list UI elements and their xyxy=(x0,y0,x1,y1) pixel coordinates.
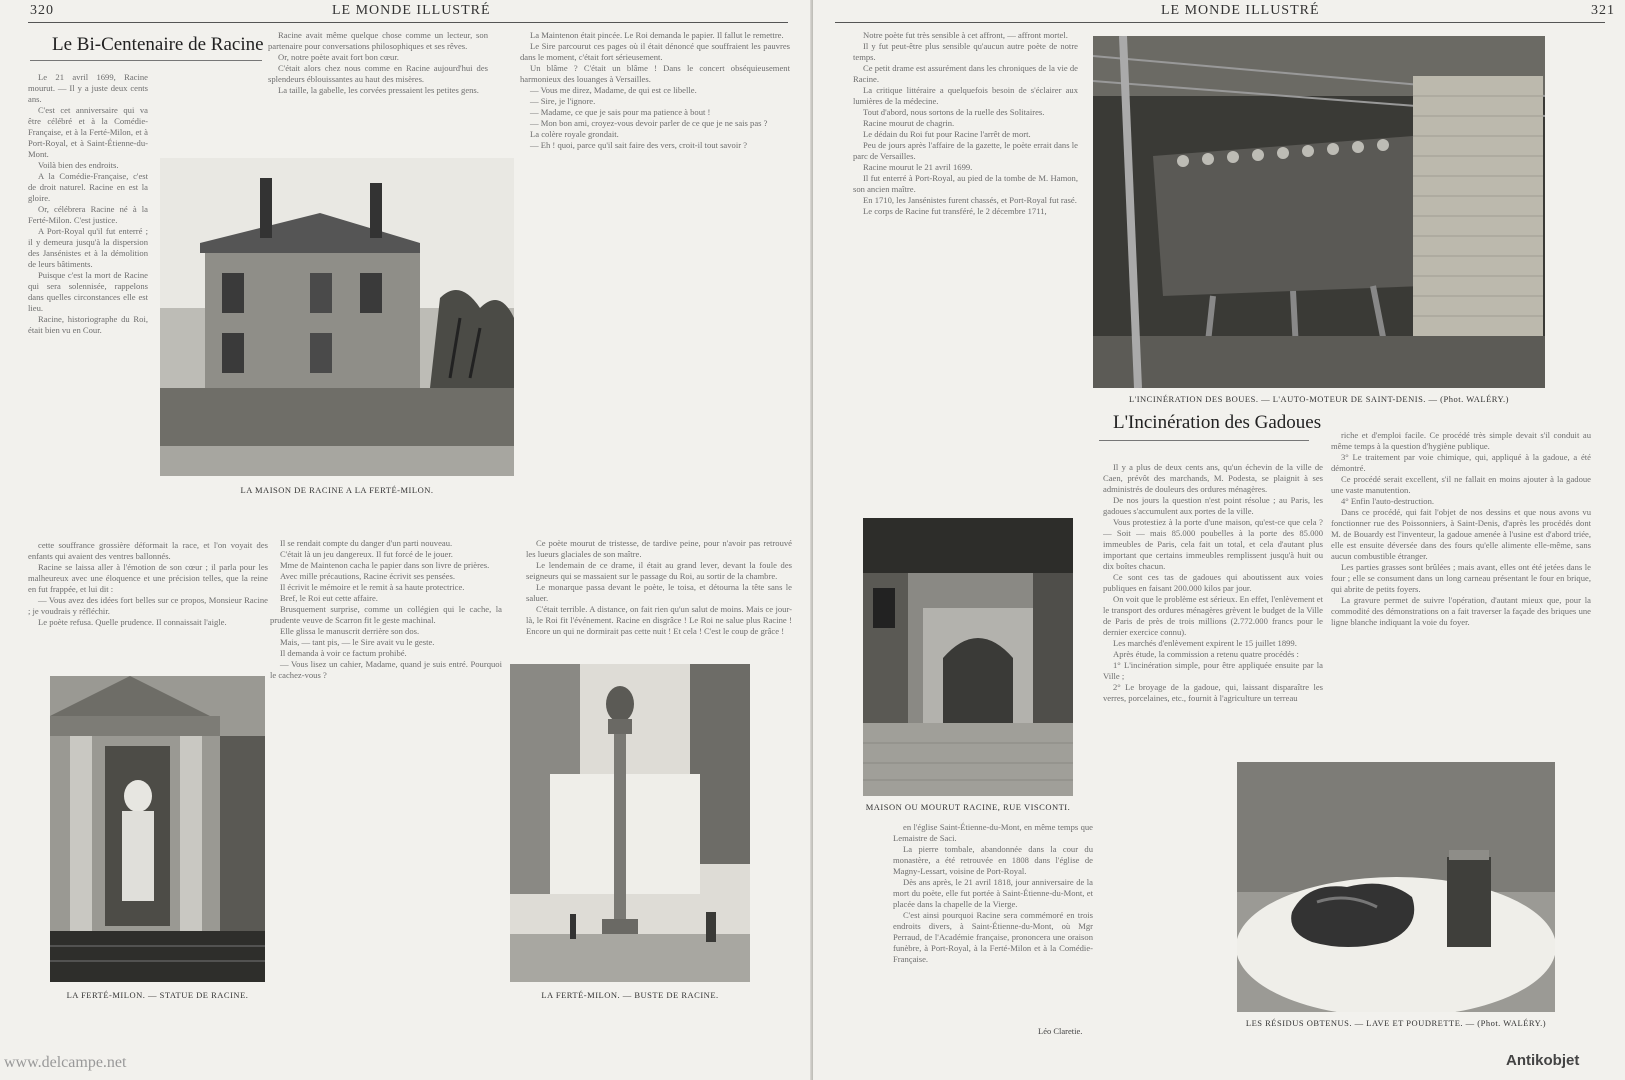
article-paragraph: Notre poète fut très sensible à cet affront, — affront mortel. xyxy=(863,30,1068,40)
article-paragraph: Ce poète mourut de tristesse, de tardive peine, pour n'avoir pas retrouvé les lueurs glaciales de son maître. xyxy=(526,538,792,559)
article-paragraph: 4° Enfin l'auto-destruction. xyxy=(1341,496,1435,506)
article-paragraph: Ce petit drame est assurément dans les chroniques de la vie de Racine. xyxy=(853,63,1078,84)
article-paragraph: Dès ans après, le 21 avril 1818, jour anniversaire de la mort du poète, elle fut portée à Saint-Étienne-du-Mont, et placée dans la chapelle de la Vierge. xyxy=(893,877,1093,909)
article-paragraph: De nos jours la question n'est point résolue ; au Paris, les gadoues s'accumulent aux portes de la ville. xyxy=(1103,495,1323,516)
text-column-left-3 xyxy=(520,30,790,500)
text-column-left-2 xyxy=(268,30,488,152)
masthead-left: LE MONDE ILLUSTRÉ xyxy=(332,3,491,18)
caption-racine-bust: LA FERTÉ-MILON. — BUSTE DE RACINE. xyxy=(541,990,719,1000)
article-paragraph: Brusquement surprise, comme un collégien qui le cache, la prudente veuve de Scarron fit le geste machinal. xyxy=(270,604,502,625)
article-title-racine: Le Bi-Centenaire de Racine xyxy=(52,34,264,55)
article-paragraph: Le lendemain de ce drame, il était au grand lever, devant la foule des seigneurs qui se massaient sur le passage du Roi, au sortir de la chambre. xyxy=(526,560,792,581)
article-paragraph: — Vous me direz, Madame, de qui est ce libelle. xyxy=(530,85,697,95)
article-paragraph: La Maintenon était pincée. Le Roi demanda le papier. Il fallut le remettre. xyxy=(530,30,784,40)
photo-racine-statue xyxy=(50,676,265,982)
left-page xyxy=(0,0,812,1080)
caption-residues: LES RÉSIDUS OBTENUS. — LAVE ET POUDRETTE. — (Phot. WALÉRY.) xyxy=(1245,1018,1547,1028)
caption-racine-statue: LA FERTÉ-MILON. — STATUE DE RACINE. xyxy=(66,990,249,1000)
article-paragraph: cette souffrance grossière déformait la race, et l'on voyait des enfants qui avaient des ventres ballonnés. xyxy=(28,540,268,561)
article-paragraph: 1° L'incinération simple, pour être appliquée ensuite par la Ville ; xyxy=(1103,660,1323,681)
article-paragraph: Bref, le Roi eut cette affaire. xyxy=(280,593,378,603)
article-paragraph: — Sire, je l'ignore. xyxy=(530,96,596,106)
article-paragraph: — Vous avez des idées fort belles sur ce propos, Monsieur Racine ; je voudrais y réfléchir. xyxy=(28,595,268,616)
article-paragraph: Un blâme ? C'était un blâme ! Dans le concert obséquieusement harmonieux des louanges à Versailles. xyxy=(520,63,790,84)
article-title-gadoues: L'Incinération des Gadoues xyxy=(1113,412,1322,433)
right-page xyxy=(813,0,1625,1080)
page-number-right: 321 xyxy=(1591,3,1615,18)
header-rule-right xyxy=(835,22,1605,23)
text-column-right-4 xyxy=(1331,430,1591,760)
title-rule-right xyxy=(1099,440,1309,441)
article-paragraph: La gravure permet de suivre l'opération, d'autant mieux que, pour la commodité des démonstrations on a fait traverser la façade des briques une ligne blanche indiquant la voie du foyer. xyxy=(1331,595,1591,627)
text-column-right-2 xyxy=(893,822,1093,1032)
article-paragraph: Il écrivit le mémoire et le remit à sa haute protectrice. xyxy=(280,582,465,592)
article-paragraph: Le corps de Racine fut transféré, le 2 décembre 1711, xyxy=(863,206,1047,216)
article-paragraph: Les parties grasses sont brûlées ; mais avant, elles ont été jetées dans le four ; elle se consument dans un long carneau présentant le four en brique, qui abrite de petits foyers. xyxy=(1331,562,1591,594)
article-paragraph: La colère royale grondait. xyxy=(530,129,619,139)
text-column-right-1 xyxy=(853,30,1078,495)
article-paragraph: Mais, — tant pis, — le Sire avait vu le geste. xyxy=(280,637,435,647)
article-paragraph: Or, notre poète avait fort bon cœur. xyxy=(278,52,399,62)
article-paragraph: Le Sire parcourut ces pages où il était dénoncé que souffraient les pauvres dans le moment, c'était fort sérieusement. xyxy=(520,41,790,62)
article-paragraph: Le dédain du Roi fut pour Racine l'arrêt de mort. xyxy=(863,129,1031,139)
photo-racine-house xyxy=(160,158,514,476)
photo-residues xyxy=(1237,762,1555,1012)
article-paragraph: Mme de Maintenon cacha le papier dans son livre de prières. xyxy=(280,560,490,570)
article-paragraph: riche et d'emploi facile. Ce procédé très simple devait s'il conduit au même temps à la question d'hygiène publique. xyxy=(1331,430,1591,451)
article-paragraph: La pierre tombale, abandonnée dans la cour du monastère, a été retrouvée en 1808 dans l'église de Magny-Lessart, voisine de Port-Royal. xyxy=(893,844,1093,876)
caption-courtyard-visconti: MAISON OU MOURUT RACINE, RUE VISCONTI. xyxy=(865,802,1071,812)
article-paragraph: Le monarque passa devant le poète, le toisa, et détourna la tête sans le saluer. xyxy=(526,582,792,603)
article-paragraph: Peu de jours après l'affaire de la gazette, le poète errait dans le parc de Versailles. xyxy=(853,140,1078,161)
article-paragraph: 2° Le broyage de la gadoue, qui, laissant disparaître les verres, porcelaines, etc., fournit à l'agriculture un terreau xyxy=(1103,682,1323,703)
page-number-left: 320 xyxy=(30,3,54,18)
article-paragraph: en l'église Saint-Étienne-du-Mont, en même temps que Lemaistre de Saci. xyxy=(893,822,1093,843)
article-paragraph: Ce procédé serait excellent, s'il ne fallait en moins ajouter à la gadoue une vaste manutention. xyxy=(1331,474,1591,495)
text-column-left-1 xyxy=(28,72,148,537)
article-paragraph: Le 21 avril 1699, Racine mourut. — Il y a juste deux cents ans. xyxy=(28,72,148,104)
seller-watermark: Antikobjet xyxy=(1506,1052,1580,1069)
article-paragraph: Le poète refusa. Quelle prudence. Il connaissait l'aigle. xyxy=(38,617,227,627)
article-paragraph: Avec mille précautions, Racine écrivit ses pensées. xyxy=(280,571,455,581)
article-paragraph: Or, célébrera Racine né à la Ferté-Milon. C'est justice. xyxy=(28,204,148,225)
article-paragraph: Il se rendait compte du danger d'un parti nouveau. xyxy=(280,538,453,548)
article-paragraph: C'était terrible. A distance, on fait rien qu'un salut de moins. Mais ce jour-là, le Roi fit l'événement. Racine en disgrâce ! Le Roi ne salue plus Racine ! Encore un qui ne dormirait pas cette nuit ! Et cela ! C'est le coup de grâce ! xyxy=(526,604,792,636)
article-paragraph: — Madame, ce que je sais pour ma patience à bout ! xyxy=(530,107,711,117)
article-paragraph: Elle glissa le manuscrit derrière son dos. xyxy=(280,626,420,636)
article-paragraph: Il y a plus de deux cents ans, qu'un échevin de la ville de Caen, prévôt des marchands, M. Podesta, se plaignit à ses administrés de douleurs des ordures ménagères. xyxy=(1103,462,1323,494)
watermark: www.delcampe.net xyxy=(4,1054,127,1071)
article-paragraph: Il fut enterré à Port-Royal, au pied de la tombe de M. Hamon, son ancien maître. xyxy=(853,173,1078,194)
article-paragraph: Racine mourut le 21 avril 1699. xyxy=(863,162,973,172)
text-column-left-6 xyxy=(526,538,792,660)
photo-incinerator-machine xyxy=(1093,36,1545,388)
article-paragraph: La critique littéraire a quelquefois besoin de s'éclairer aux lumières de la médecine. xyxy=(853,85,1078,106)
article-paragraph: Les marchés d'enlèvement expirent le 15 juillet 1899. xyxy=(1113,638,1297,648)
article-paragraph: Tout d'abord, nous sortons de la ruelle des Solitaires. xyxy=(863,107,1045,117)
article-paragraph: Puisque c'est la mort de Racine qui sera solennisée, rappelons dans quelles circonstances elle est lieu. xyxy=(28,270,148,313)
article-paragraph: Voilà bien des endroits. xyxy=(38,160,119,170)
article-paragraph: Racine se laissa aller à l'émotion de son cœur ; il parla pour les malheureux avec une éloquence et une précision telles, que la reine en fut frappée, et lui dit : xyxy=(28,562,268,594)
title-rule-left xyxy=(30,60,262,61)
article-paragraph: Il y fut peut-être plus sensible qu'aucun autre poète de notre temps. xyxy=(853,41,1078,62)
article-paragraph: C'est ainsi pourquoi Racine sera commémoré en trois endroits divers, à Saint-Étienne-du-Mont, où Mgr Perraud, de l'Académie française, prononcera une oraison funèbre, à Port-Royal, à la Ferté-Milon et à la Comédie-Française. xyxy=(893,910,1093,964)
article-paragraph: Racine avait même quelque chose comme un lecteur, son partenaire pour conversations philosophiques et ses rêves. xyxy=(268,30,488,51)
article-paragraph: — Eh ! quoi, parce qu'il sait faire des vers, croit-il tout savoir ? xyxy=(530,140,748,150)
article-paragraph: Dans ce procédé, qui fait l'objet de nos dessins et que nous avons vu fonctionner rue des Poissonniers, à Saint-Denis, d'après les procédés dont M. de Bouardy est l'inventeur, la gadoue amenée à l'usine est d'abord triée, elle est ensuite déversée dans des fours qu'elle alimente elle-même, sans aucun combustible étranger. xyxy=(1331,507,1591,561)
article-paragraph: En 1710, les Jansénistes furent chassés, et Port-Royal fut rasé. xyxy=(863,195,1077,205)
article-paragraph: 3° Le traitement par voie chimique, qui, appliqué à la gadoue, a été démontré. xyxy=(1331,452,1591,473)
article-paragraph: La taille, la gabelle, les corvées pressaient les petites gens. xyxy=(278,85,479,95)
header-rule-left xyxy=(28,22,788,23)
article-paragraph: Vous protestiez à la porte d'une maison, qu'est-ce que cela ? — Soit — mais 85.000 poubelles à la porte des 85.000 immeubles de Paris, cela fait un total, et cela d'autant plus important que certains immeubles remplissent jusqu'à huit ou dix boîtes chacun. xyxy=(1103,517,1323,571)
photo-courtyard-visconti xyxy=(863,518,1073,796)
article-paragraph: C'est cet anniversaire qui va être célébré et à la Comédie-Française, et à la Ferté-Milon, et à Port-Royal, et à Saint-Étienne-du-Mont. xyxy=(28,105,148,159)
article-paragraph: On voit que le problème est sérieux. En effet, l'enlèvement et le transport des ordures ménagères grèvent le budget de la Ville de Paris de près de trois millions (2.772.000 francs pour le dernier exercice connu). xyxy=(1103,594,1323,637)
masthead-right: LE MONDE ILLUSTRÉ xyxy=(1161,3,1320,18)
article-paragraph: Racine, historiographe du Roi, était bien vu en Cour. xyxy=(28,314,148,335)
article-paragraph: Racine mourut de chagrin. xyxy=(863,118,955,128)
article-paragraph: A la Comédie-Française, c'est de droit naturel. Racine en est la gloire. xyxy=(28,171,148,203)
article-paragraph: Ce sont ces tas de gadoues qui aboutissent aux voies publiques en faisant 200.000 kilos par jour. xyxy=(1103,572,1323,593)
text-column-left-4 xyxy=(28,540,268,660)
article-paragraph: C'était alors chez nous comme en Racine aujourd'hui des splendeurs éblouissantes au haut des misères. xyxy=(268,63,488,84)
article-paragraph: C'était là un jeu dangereux. Il fut forcé de le jouer. xyxy=(280,549,453,559)
photo-racine-bust xyxy=(510,664,750,982)
text-column-left-5 xyxy=(270,538,502,1003)
article-paragraph: Il demanda à voir ce factum prohibé. xyxy=(280,648,407,658)
article-paragraph: Après étude, la commission a retenu quatre procédés : xyxy=(1113,649,1299,659)
article-paragraph: — Mon bon ami, croyez-vous devoir parler de ce que je ne sais pas ? xyxy=(530,118,768,128)
signature-leo-claretie: Léo Claretie. xyxy=(1038,1026,1083,1036)
caption-racine-house: LA MAISON DE RACINE A LA FERTÉ-MILON. xyxy=(240,485,434,495)
article-paragraph: A Port-Royal qu'il fut enterré ; il y demeura jusqu'à la dispersion des Jansénistes et à la démolition de leurs bâtiments. xyxy=(28,226,148,269)
article-paragraph: — Vous lisez un cahier, Madame, quand je suis entré. Pourquoi le cachez-vous ? xyxy=(270,659,502,680)
caption-incinerator-machine: L'INCINÉRATION DES BOUES. — L'AUTO-MOTEUR DE SAINT-DENIS. — (Phot. WALÉRY.) xyxy=(1128,394,1509,404)
